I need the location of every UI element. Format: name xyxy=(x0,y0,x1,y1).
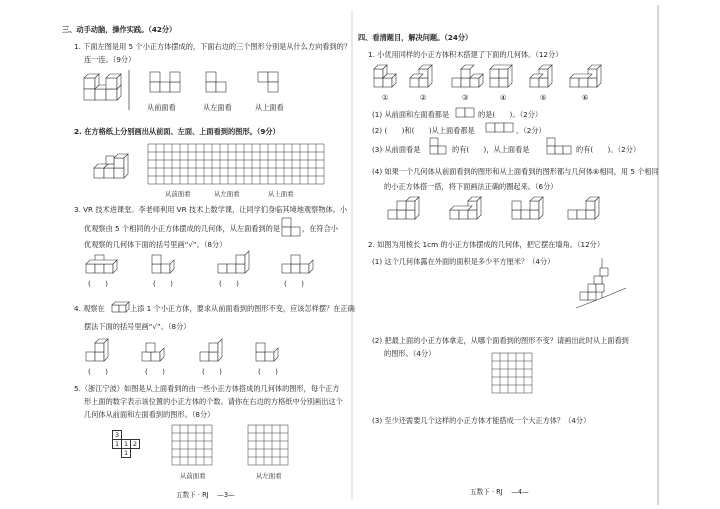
q4-base-figure-icon xyxy=(112,299,130,315)
r-q1-solid-2 xyxy=(408,66,442,92)
r-q1-sub1b: 的是( )。（2分） xyxy=(478,110,543,119)
r-q1-sub2b: 。（2分） xyxy=(516,126,546,135)
r-q2-corner-figure xyxy=(574,258,626,310)
r-q1-label-6: ⑥ xyxy=(582,93,589,102)
q5-label-front: 从前面看 xyxy=(180,472,206,480)
section-title-4: 四、看清题目，解决问题。（24分） xyxy=(358,33,473,42)
q1-solid-figure xyxy=(80,72,140,112)
r-q1-label-2: ② xyxy=(420,93,427,102)
r-q1-choice-4 xyxy=(566,196,606,224)
r-q1-solid-4 xyxy=(488,66,522,92)
r-q2-sub2a: (2) 把最上面的小正方体拿走，从哪个面看到的图形不变？请画出此时从上面看到 xyxy=(372,336,629,345)
q1-view-left xyxy=(206,72,230,96)
r-q1-sub3-icon-top xyxy=(547,138,575,158)
r-q1-sub4a: (4) 如果一个几何体从前面看到的图形和从上面看到的图形都与几何体⑥相同，用 5 个相同 xyxy=(372,167,659,176)
q1-text-a: 1. 下面左图是用 5 个小正方体摆成的，下面右边的三个图形分别是从什么方向看到的？ xyxy=(74,42,352,51)
r-q2-sub2b: 的图形。（4分） xyxy=(384,349,436,358)
q3-paren-3[interactable]: ( ) xyxy=(219,279,239,288)
q3-text-b: 优观察由 5 个相同的小正方体摆成的几何体，从左面看到的是 xyxy=(84,224,281,233)
r-q1-label-3: ③ xyxy=(462,93,469,102)
r-q2-sub3: (3) 至少还需要几个这样的小正方体才能搭成一个大正方体？（4分） xyxy=(372,416,591,425)
q3-text-c: 优观察的几何体下面的括号里画“√”。（8分） xyxy=(84,240,227,249)
r-q1-label-1: ① xyxy=(382,93,389,102)
q2-label-front: 从前面看 xyxy=(165,190,191,198)
right-edge-line xyxy=(658,5,660,505)
r-q1-sub3b: 的有( )，从上面看是 xyxy=(452,145,530,154)
q3-text-b2: ，在符合小 xyxy=(302,224,338,233)
r-q1-solid-5 xyxy=(528,66,562,92)
q5-cell-2: 1 xyxy=(112,439,122,449)
q1-text-b: 连一连。（9分） xyxy=(84,55,136,64)
q5-cell-5: 1 xyxy=(121,448,131,458)
r-q2-sub1: (1) 这个几何体露在外面的面积是多少平方厘米？（4分） xyxy=(372,257,555,266)
q2-text: 2. 在方格纸上分别画出从前面、左面、上面看到的图形。（9分） xyxy=(74,127,280,136)
q5-text-b: 形上面的数字表示该位置的小正方体的个数。请你在右边的方格纸中分别画出这个 xyxy=(84,397,343,406)
q3-option-4 xyxy=(280,252,320,278)
r-q1-choice-3 xyxy=(510,196,550,224)
q2-grid-paper xyxy=(148,144,324,186)
q1-view-top xyxy=(258,72,282,96)
q4-paren-4[interactable]: ( ) xyxy=(258,367,278,376)
q4-option-3 xyxy=(198,336,234,366)
q4-paren-1[interactable]: ( ) xyxy=(88,367,108,376)
r-q1-sub3a: (3) 从前面看是 xyxy=(372,145,421,154)
q3-paren-2[interactable]: ( ) xyxy=(153,279,173,288)
q1-divider xyxy=(129,70,131,110)
r-q1-sub4b: 的小正方体搭一搭，将下面画法正确的圈起来。（6分） xyxy=(384,182,558,191)
q5-cell-4: 2 xyxy=(130,439,140,449)
q4-option-4 xyxy=(254,336,290,366)
q4-text-a: 4. 观察在 xyxy=(74,304,105,313)
q5-grid-front xyxy=(172,425,214,467)
q5-label-left: 从左面看 xyxy=(256,472,282,480)
q1-label-front: 从前面看 xyxy=(147,103,176,112)
q3-paren-1[interactable]: ( ) xyxy=(88,279,108,288)
q4-option-1 xyxy=(84,336,120,366)
section-title-3: 三、动手动脑，操作实践。（42分） xyxy=(62,25,177,34)
q3-text-a: 3. VR 技术进课堂。李老师利用 VR 技术上数学课，让同学们身临其境地观察物体。小 xyxy=(74,205,348,214)
r-q1-sub3c: 的有( )。（2分） xyxy=(576,145,641,154)
r-q1-choice-2 xyxy=(448,196,488,224)
q4-text-b: 摆法下面的括号里画“√”。（8分） xyxy=(84,322,191,331)
q1-view-front xyxy=(150,72,184,96)
q5-grid-left xyxy=(248,425,290,467)
q3-option-2 xyxy=(150,252,190,278)
q3-left-view-icon xyxy=(282,218,304,238)
r-q1-sub3-icon-front xyxy=(430,138,450,158)
r-q1-sub2a: (2) ( )和( )从上面看都是 xyxy=(372,126,475,135)
r-q1-sub1a: (1) 从前面和左面看都是 xyxy=(372,110,450,119)
page-divider xyxy=(352,10,354,500)
left-page-footer: 五数下 · RJ —3— xyxy=(176,491,235,499)
r-q1-text: 1. 小优用同样的小正方体积木搭建了下面的几何体。（12分） xyxy=(368,50,563,59)
q4-text-a2: 上添 1 个小正方体，要求从前面看到的图形不变，应该怎样摆？在正确 xyxy=(130,304,355,313)
q3-option-1 xyxy=(84,252,124,278)
q4-paren-2[interactable]: ( ) xyxy=(145,367,165,376)
r-q1-label-4: ④ xyxy=(500,93,507,102)
r-q1-choice-1 xyxy=(386,196,426,224)
q1-label-left: 从左面看 xyxy=(203,103,232,112)
r-q1-label-5: ⑤ xyxy=(540,93,547,102)
r-q1-solid-1 xyxy=(372,66,406,92)
r-q1-sub1-icon xyxy=(456,107,476,119)
r-q2-grid xyxy=(492,353,534,395)
q4-option-2 xyxy=(140,336,176,366)
q5-text-a: 5.（浙江宁波）如图是从上面看到的由一些小正方体搭成的几何体的图形，每个正方 xyxy=(74,384,340,393)
r-q1-sub2-icon xyxy=(486,122,514,134)
q3-paren-4[interactable]: ( ) xyxy=(284,279,304,288)
q2-label-top: 从上面看 xyxy=(268,190,294,198)
q1-label-top: 从上面看 xyxy=(255,103,284,112)
r-q2-text: 2. 如图为用棱长 1cm 的小正方体摆成的几何体，把它摆在墙角。（12分） xyxy=(368,240,605,249)
q3-option-3 xyxy=(216,252,256,278)
r-q1-solid-3 xyxy=(450,66,484,92)
q5-cell-1: 3 xyxy=(112,430,122,440)
q5-text-c: 几何体从前面和左面看到的图形。（8分） xyxy=(84,410,215,419)
q2-label-left: 从左面看 xyxy=(214,190,240,198)
q2-solid-figure xyxy=(92,152,138,188)
q5-cell-3: 1 xyxy=(121,439,131,449)
q4-paren-3[interactable]: ( ) xyxy=(202,367,222,376)
right-page-footer: 五数下 · RJ —4— xyxy=(470,488,529,496)
q5-top-view-figure xyxy=(112,430,142,468)
r-q1-solid-6 xyxy=(568,66,602,92)
